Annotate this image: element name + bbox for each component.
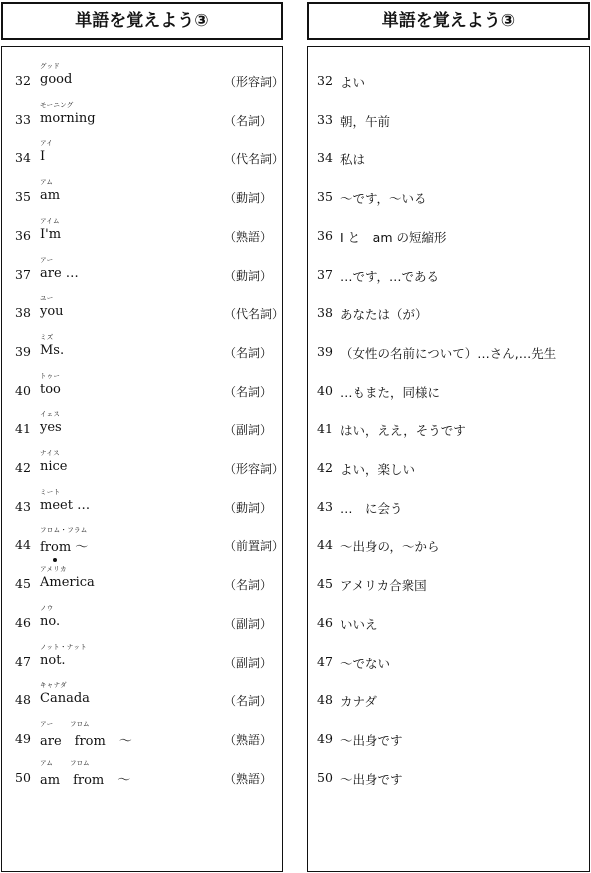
word-row — [2, 678, 282, 717]
japanese-meaning: 朝，午前 — [340, 113, 391, 129]
word-row — [2, 59, 285, 98]
meaning-row — [308, 407, 589, 446]
meaning-row — [308, 678, 589, 717]
word-reading: アー — [40, 255, 54, 264]
part-of-speech: （名詞） — [224, 384, 273, 399]
english-word: am — [40, 188, 61, 204]
word-row — [2, 136, 285, 175]
japanese-meaning: ～出身の，～から — [340, 539, 440, 555]
part-of-speech: （形容詞） — [224, 462, 285, 476]
word-number: 49 — [15, 730, 31, 746]
japanese-meaning: I と am の短縮形 — [340, 229, 447, 245]
word-row — [2, 756, 282, 795]
word-number: 47 — [15, 653, 31, 669]
english-word: Ms. — [40, 342, 65, 358]
word-reading: ミズ — [40, 332, 54, 341]
word-number: 33 — [15, 111, 31, 127]
word-reading: フロム・フラム — [40, 526, 88, 535]
english-word: no. — [40, 613, 61, 629]
word-number: 38 — [15, 305, 31, 321]
word-reading: アイム — [40, 216, 60, 225]
word-row — [2, 407, 282, 446]
meaning-row — [308, 253, 589, 292]
english-word: yes — [40, 420, 62, 436]
word-number: 34 — [15, 150, 31, 166]
japanese-meaning: （女性の名前について）…さん,…先生 — [340, 345, 557, 361]
part-of-speech: （名詞） — [224, 578, 273, 593]
meaning-row — [308, 446, 589, 485]
japanese-meaning: 私は — [340, 152, 366, 168]
english-word: Canada — [40, 691, 90, 707]
meaning-row — [308, 523, 589, 562]
meaning-row — [308, 59, 589, 98]
meaning-row — [308, 369, 589, 408]
japanese-meaning: …です，…である — [340, 268, 440, 284]
english-word: morning — [40, 110, 96, 126]
meaning-number: 33 — [317, 111, 333, 127]
meaning-row — [308, 562, 589, 601]
word-number: 43 — [15, 498, 31, 514]
english-word: too — [40, 381, 61, 397]
english-word: I'm — [40, 226, 62, 242]
english-word: am from ～ — [40, 772, 131, 788]
word-number: 45 — [15, 576, 31, 592]
word-reading: トゥー — [40, 371, 61, 380]
word-row — [2, 291, 285, 330]
word-row — [2, 523, 285, 562]
japanese-meaning: よい — [340, 75, 366, 90]
meaning-number: 38 — [317, 305, 333, 321]
english-word: not. — [40, 652, 66, 668]
japanese-meaning: あなたは（が） — [340, 307, 428, 323]
meaning-number: 39 — [317, 343, 333, 359]
meaning-row — [308, 175, 589, 214]
japanese-meaning: …もまた，同様に — [340, 384, 441, 400]
meaning-row — [308, 640, 589, 679]
meaning-number: 36 — [317, 227, 333, 243]
japanese-meaning: はい，ええ，そうです — [340, 423, 466, 439]
part-of-speech: （熟語） — [224, 229, 273, 244]
word-row — [2, 214, 282, 253]
english-word: from ～ — [40, 540, 89, 556]
accent-dot — [53, 558, 57, 562]
meaning-number: 49 — [317, 730, 333, 746]
meaning-number: 47 — [317, 653, 333, 669]
meaning-number: 48 — [317, 692, 333, 708]
japanese-meaning: ～出身です — [340, 771, 403, 787]
word-row — [2, 369, 282, 408]
japanese-meaning: … に会う — [340, 500, 403, 516]
word-reading: アム — [40, 178, 54, 187]
meaning-number: 37 — [317, 266, 333, 282]
english-word: nice — [40, 459, 68, 474]
title-left: 単語を覚えよう③ — [1, 2, 283, 40]
part-of-speech: （名詞） — [224, 345, 273, 360]
meaning-number: 42 — [317, 460, 333, 475]
word-number: 41 — [15, 421, 31, 437]
meaning-list-panel — [307, 46, 590, 872]
word-reading: ナイス — [40, 449, 60, 457]
word-number: 48 — [15, 692, 31, 708]
japanese-meaning: ～出身です — [340, 732, 403, 748]
word-row — [2, 485, 282, 524]
japanese-meaning: よい，楽しい — [340, 462, 416, 477]
part-of-speech: （代名詞） — [224, 152, 285, 167]
word-row — [2, 640, 282, 679]
word-reading: グッド — [40, 62, 61, 70]
word-number: 37 — [15, 266, 31, 282]
meaning-number: 32 — [317, 73, 333, 88]
meaning-number: 43 — [317, 498, 333, 514]
word-reading: ミート — [40, 487, 61, 496]
word-row — [2, 717, 282, 756]
english-word: meet … — [40, 497, 91, 513]
meaning-number: 50 — [317, 769, 333, 785]
word-reading: モーニング — [40, 100, 74, 109]
word-number: 39 — [15, 343, 31, 359]
word-number: 40 — [15, 382, 31, 398]
word-row — [2, 601, 282, 640]
meaning-row — [308, 136, 589, 175]
part-of-speech: （代名詞） — [224, 307, 285, 322]
meaning-number: 44 — [317, 537, 333, 553]
meaning-number: 46 — [317, 614, 333, 630]
word-reading-2: フロム — [70, 719, 90, 728]
meaning-row — [308, 291, 589, 330]
part-of-speech: （副詞） — [224, 423, 273, 438]
word-reading: ユー — [40, 294, 54, 303]
meaning-number: 45 — [317, 576, 333, 592]
english-word: America — [40, 575, 95, 591]
word-list-panel — [1, 46, 283, 872]
japanese-meaning: ～でない — [340, 655, 391, 671]
word-number: 42 — [15, 460, 31, 475]
word-reading: アム — [40, 758, 54, 767]
english-word: are from ～ — [40, 733, 132, 749]
word-reading: ノウ — [40, 603, 54, 612]
meaning-row — [308, 485, 589, 524]
japanese-meaning: ～です，～いる — [340, 191, 427, 207]
word-number: 35 — [15, 189, 31, 205]
part-of-speech: （形容詞） — [224, 75, 285, 89]
word-number: 36 — [15, 227, 31, 243]
part-of-speech: （副詞） — [224, 655, 273, 670]
part-of-speech: （動詞） — [224, 268, 273, 283]
meaning-row — [308, 717, 589, 756]
word-row — [2, 175, 282, 214]
word-reading: アー — [40, 719, 54, 728]
part-of-speech: （名詞） — [224, 113, 273, 128]
word-reading: アメリカ — [40, 565, 67, 574]
part-of-speech: （副詞） — [224, 616, 273, 631]
part-of-speech: （動詞） — [224, 500, 273, 515]
part-of-speech: （名詞） — [224, 694, 273, 709]
title-right: 単語を覚えよう③ — [307, 2, 590, 40]
word-reading: ノット・ナット — [40, 642, 88, 651]
japanese-meaning: カナダ — [340, 694, 377, 710]
meaning-row — [308, 214, 589, 253]
word-number: 46 — [15, 614, 31, 630]
word-reading: アイ — [40, 139, 54, 148]
word-number: 32 — [15, 73, 31, 88]
word-row — [2, 253, 282, 292]
meaning-number: 34 — [317, 150, 333, 166]
meaning-number: 41 — [317, 421, 333, 437]
part-of-speech: （熟語） — [224, 771, 273, 786]
word-row — [2, 446, 285, 485]
part-of-speech: （前置詞） — [224, 539, 285, 554]
word-number: 50 — [15, 769, 31, 785]
part-of-speech: （熟語） — [224, 732, 273, 747]
english-word: are … — [40, 265, 79, 281]
word-row — [2, 562, 282, 601]
meaning-row — [308, 98, 589, 137]
english-word: you — [40, 304, 64, 320]
japanese-meaning: アメリカ合衆国 — [340, 578, 427, 594]
word-reading: イェス — [40, 410, 61, 419]
english-word: I — [40, 149, 46, 165]
word-row — [2, 330, 282, 369]
word-reading-2: フロム — [70, 758, 90, 767]
word-reading: キャナダ — [40, 681, 67, 690]
word-row — [2, 98, 282, 137]
word-number: 44 — [15, 537, 31, 553]
japanese-meaning: いいえ — [340, 616, 378, 632]
english-word: good — [40, 72, 73, 87]
meaning-row — [308, 756, 589, 795]
meaning-number: 40 — [317, 382, 333, 398]
meaning-row — [308, 601, 589, 640]
meaning-number: 35 — [317, 189, 333, 205]
meaning-row — [308, 330, 589, 369]
part-of-speech: （動詞） — [224, 191, 273, 206]
